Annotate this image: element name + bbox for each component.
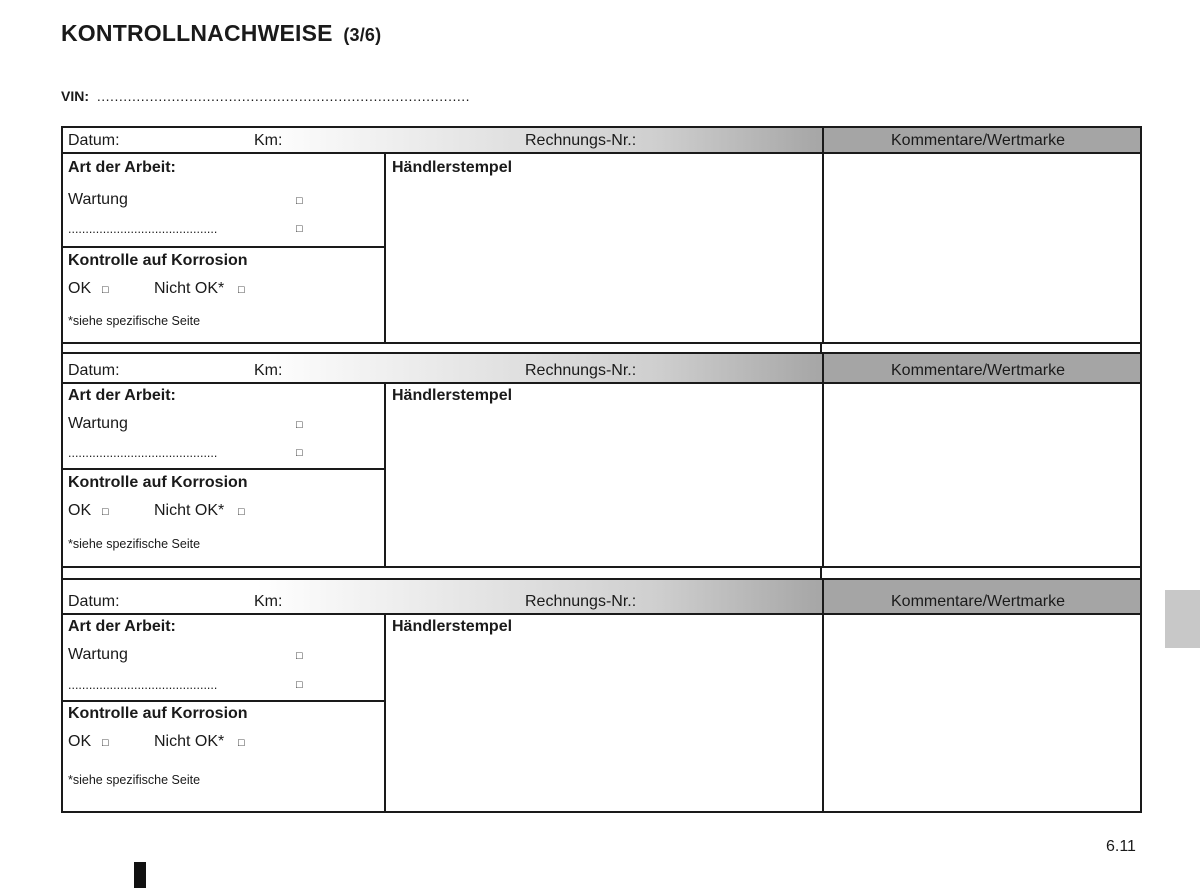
wartung-label: Wartung xyxy=(68,415,128,432)
datum-label: Datum: xyxy=(68,362,120,379)
wartung-checkbox[interactable]: □ xyxy=(296,650,303,662)
ok-checkbox[interactable]: □ xyxy=(102,506,109,518)
other-work-checkbox[interactable]: □ xyxy=(296,223,303,235)
record-block-3 xyxy=(61,578,1142,813)
vin-dots: ..................................................................................... xyxy=(96,88,471,104)
kommentare-label: Kommentare/Wertmarke xyxy=(891,132,1065,149)
record-header xyxy=(63,580,1140,615)
nicht-ok-checkbox[interactable]: □ xyxy=(238,506,245,518)
korrosion-label: Kontrolle auf Korrosion xyxy=(68,474,248,491)
footnote: *siehe spezifische Seite xyxy=(68,314,201,328)
wartung-checkbox[interactable]: □ xyxy=(296,419,303,431)
haendlerstempel-label: Händlerstempel xyxy=(392,387,513,404)
nicht-ok-label: Nicht OK* xyxy=(154,733,225,750)
wartung-label: Wartung xyxy=(68,191,128,208)
rechnung-label: Rechnungs-Nr.: xyxy=(525,362,637,379)
km-label: Km: xyxy=(254,593,283,610)
nicht-ok-label: Nicht OK* xyxy=(154,502,225,519)
footnote: *siehe spezifische Seite xyxy=(68,537,201,551)
kommentare-label: Kommentare/Wertmarke xyxy=(891,593,1065,610)
record-header xyxy=(63,354,1140,384)
rechnung-label: Rechnungs-Nr.: xyxy=(525,132,637,149)
title-main: KONTROLLNACHWEISE xyxy=(61,20,333,46)
other-work-dots: ........................................... xyxy=(68,446,218,460)
footnote: *siehe spezifische Seite xyxy=(68,773,201,787)
datum-label: Datum: xyxy=(68,593,120,610)
nicht-ok-label: Nicht OK* xyxy=(154,280,225,297)
haendlerstempel-label: Händlerstempel xyxy=(392,159,513,176)
title-sub: (3/6) xyxy=(343,25,382,45)
nicht-ok-checkbox[interactable]: □ xyxy=(238,737,245,749)
art-der-arbeit-label: Art der Arbeit: xyxy=(68,387,176,404)
nicht-ok-checkbox[interactable]: □ xyxy=(238,284,245,296)
km-label: Km: xyxy=(254,362,283,379)
wartung-label: Wartung xyxy=(68,646,128,663)
other-work-checkbox[interactable]: □ xyxy=(296,679,303,691)
other-work-dots: ........................................... xyxy=(68,222,218,236)
chapter-tab xyxy=(1165,590,1200,648)
kommentare-label: Kommentare/Wertmarke xyxy=(891,362,1065,379)
ok-label: OK xyxy=(68,733,92,750)
datum-label: Datum: xyxy=(68,132,120,149)
art-der-arbeit-label: Art der Arbeit: xyxy=(68,159,176,176)
record-header xyxy=(63,128,1140,154)
ok-checkbox[interactable]: □ xyxy=(102,284,109,296)
rechnung-label: Rechnungs-Nr.: xyxy=(525,593,637,610)
art-der-arbeit-label: Art der Arbeit: xyxy=(68,618,176,635)
record-block-2 xyxy=(61,352,1142,568)
ok-checkbox[interactable]: □ xyxy=(102,737,109,749)
other-work-dots: ........................................... xyxy=(68,678,218,692)
korrosion-label: Kontrolle auf Korrosion xyxy=(68,252,248,269)
wartung-checkbox[interactable]: □ xyxy=(296,195,303,207)
page-number: 6.11 xyxy=(1106,838,1136,855)
crop-mark xyxy=(134,862,146,888)
korrosion-label: Kontrolle auf Korrosion xyxy=(68,705,248,722)
ok-label: OK xyxy=(68,280,92,297)
record-block-1 xyxy=(61,126,1142,344)
haendlerstempel-label: Händlerstempel xyxy=(392,618,513,635)
km-label: Km: xyxy=(254,132,283,149)
page-title xyxy=(61,20,381,47)
other-work-checkbox[interactable]: □ xyxy=(296,447,303,459)
ok-label: OK xyxy=(68,502,92,519)
vin-label: VIN: xyxy=(61,88,89,104)
vin-line xyxy=(61,88,470,104)
